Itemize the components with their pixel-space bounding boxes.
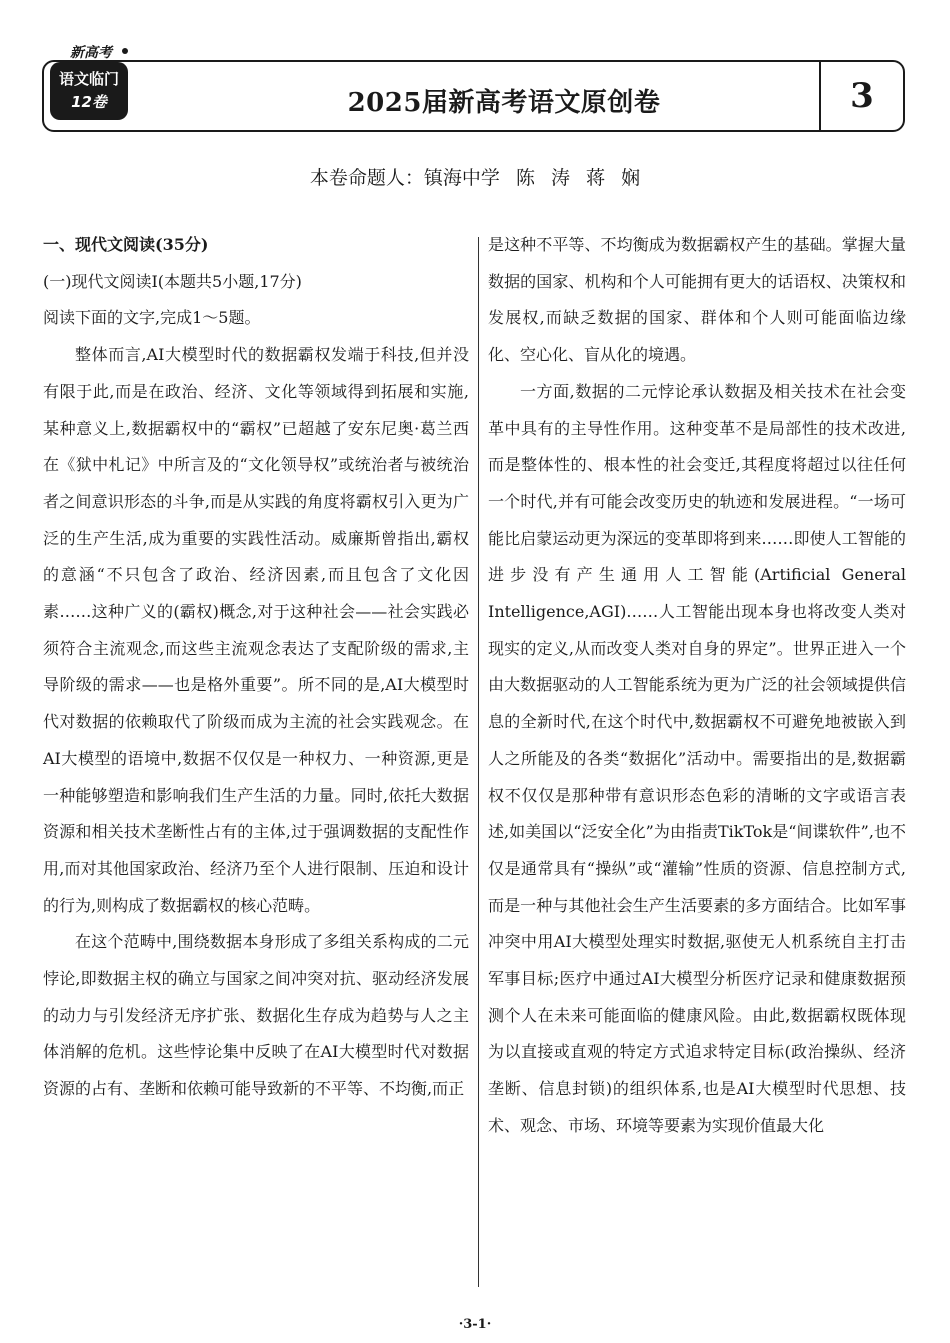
column-divider bbox=[478, 237, 479, 1287]
header-frame bbox=[42, 60, 905, 132]
paragraph-2: 在这个范畴中,围绕数据本身形成了多组关系构成的二元悖论,即数据主权的确立与国家之间冲突对抗、驱动经济发展的动力与引发经济无序扩张、数据化生存成为趋势与人之主体消解的危机。这些悖论集中反映了在AI大模型时代对数据资源的占有、垄断和依赖可能导致新的不平等、不均衡,而正 bbox=[43, 932, 469, 1099]
page-number: ·3-1· bbox=[458, 1317, 492, 1332]
logo-line1: 语文临门 bbox=[58, 70, 119, 88]
logo-dot-icon bbox=[122, 48, 128, 54]
section-subheading: (一)现代文阅读Ⅰ(本题共5小题,17分) bbox=[43, 271, 302, 291]
paragraph-1: 整体而言,AI大模型时代的数据霸权发端于科技,但并没有限于此,而是在政治、经济、文化等领域得到拓展和实施,某种意义上,数据霸权中的“霸权”已超越了安东尼奥·葛兰西在《狱中札记》中所言及的“文化领导权”或统治者与被统治者之间意识形态的斗争,而是从实践的角度将霸权引入更为广泛的生产生活,成为重要的实践性活动。威廉斯曾指出,霸权的意涵“不只包含了政治、经济因素,而且包含了文化因素……这种广义的(霸权)概念,对于这种社会——社会实践必须符合主流观念,而这些主流观念表达了支配阶级的需求,主导阶级的需求——也是格外重要”。所不同的是,AI大模型时代对数据的依赖取代了阶级而成为主流的社会实践观念。在AI大模型的语境中,数据不仅仅是一种权力、一种资源,更是一种能够塑造和影响我们生产生活的力量。同时,依托大数据资源和相关技术垄断性占有的主体,过于强调数据的支配性作用,而对其他国家政治、经济乃至个人进行限制、压迫和设计的行为,则构成了数据霸权的核心范畴。 bbox=[43, 345, 469, 915]
paper-number: 3 bbox=[850, 76, 874, 116]
left-column bbox=[43, 227, 469, 1108]
authors-line: 本卷命题人：镇海中学 陈 涛 蒋 娴 bbox=[309, 167, 641, 189]
section-heading: 一、现代文阅读(35分) bbox=[43, 235, 209, 254]
right-column bbox=[488, 227, 906, 1145]
section-instruction: 阅读下面的文字,完成1～5题。 bbox=[43, 308, 261, 328]
logo-line2: 12卷 bbox=[71, 93, 107, 111]
paragraph-3: 一方面,数据的二元悖论承认数据及相关技术在社会变革中具有的主导性作用。这种变革不是局部性的技术改进,而是整体性的、根本性的社会变迁,其程度将超过以往任何一个时代,并有可能会改变历史的轨迹和发展进程。“一场可能比启蒙运动更为深远的变革即将到来……即使人工智能的进步没有产生通用人工智能(Artificial General Intelligence,AGI)……人工智能出现本身也将改变人类对现实的定义,从而改变人类对自身的界定”。世界正进入一个由大数据驱动的人工智能系统为更为广泛的社会领域提供信息的全新时代,在这个时代中,数据霸权不可避免地被嵌入到人之所能及的各类“数据化”活动中。需要指出的是,数据霸权不仅仅是那种带有意识形态色彩的清晰的文字或语言表述,如美国以“泛安全化”为由指责TikTok是“间谍软件”,也不仅是通常具有“操纵”或“灌输”性质的资源、信息控制方式,而是一种与其他社会生产生活要素的多方面结合。比如军事冲突中用AI大模型处理实时数据,驱使无人机系统自主打击军事目标;医疗中通过AI大模型分析医疗记录和健康数据预测个人在未来可能面临的健康风险。由此,数据霸权既体现为以直接或直观的特定方式追求特定目标(政治操纵、经济垄断、信息封锁)的组织体系,也是AI大模型时代思想、技术、观念、市场、环境等要素为实现价值最大化 bbox=[488, 381, 906, 1135]
exam-title: 2025届新高考语文原创卷 bbox=[347, 88, 661, 118]
paragraph-2-continued: 是这种不平等、不均衡成为数据霸权产生的基础。掌握大量数据的国家、机构和个人可能拥有更大的话语权、决策权和发展权,而缺乏数据的国家、群体和个人则可能面临边缘化、空心化、盲从化的境遇。 bbox=[488, 235, 906, 365]
logo-top-text: 新高考 bbox=[70, 45, 112, 61]
